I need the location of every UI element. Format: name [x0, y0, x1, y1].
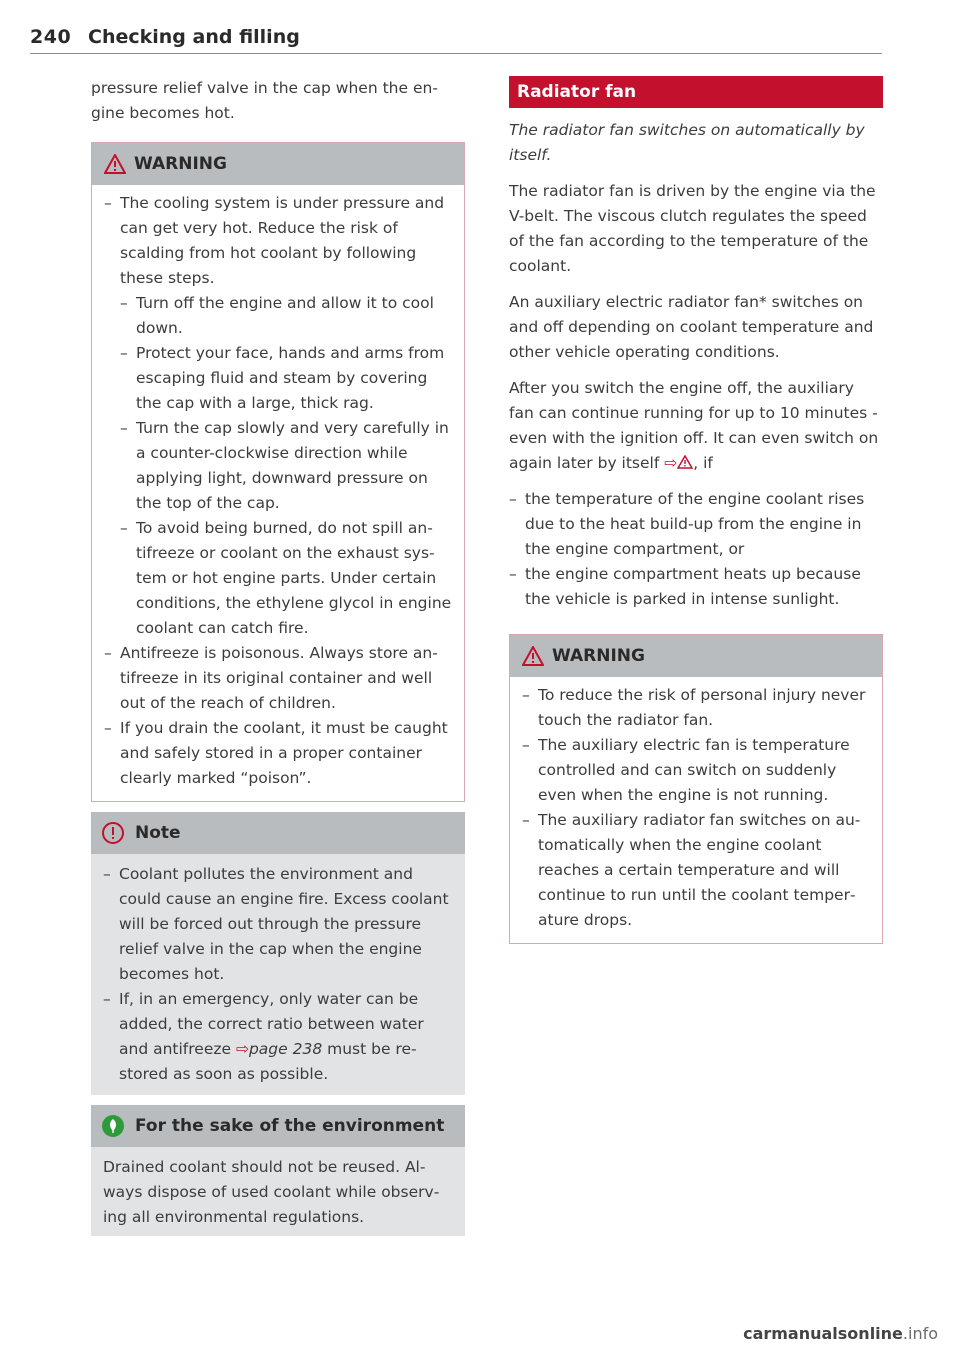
page-header: [30, 24, 882, 54]
list-item: – the engine compartment heats up because the vehicle is parked in intense sunlight.: [509, 562, 883, 612]
watermark: carmanualsonline.info: [743, 1324, 938, 1343]
paragraph: After you switch the engine off, the auxiliary fan can continue running for up to 10 minutes - even with the ignition off. It can even switch on again later by itself ⇨ , if: [509, 379, 879, 472]
reference-arrow-icon: ⇨: [664, 454, 678, 472]
paragraph: The radiator fan is driven by the engine via the V-belt. The viscous clutch regulates the speed of the fan according to the temperature of the coolant.: [509, 182, 876, 275]
note-header: [91, 812, 465, 854]
list-item: – Turn the cap slowly and very carefully in a counter-clockwise direction while applying light, downward pressure on the top of the cap.: [120, 416, 452, 516]
list-item: – The cooling system is under pressure and can get very hot. Reduce the risk of scalding from hot coolant by following these steps. – Turn off the engine and allow it to cool down. – Protect your face, hands and arms from escaping fluid and steam by covering the cap with a large, thick rag. – Turn the cap slowly and very carefully in a counter-clockwise direction while applying light, downward pressure on the top of the cap. – To avoid being burned, do not spill antifreeze or coolant on the exhaust system or hot engine parts. Under certain conditions, the ethylene glycol in engine coolant can catch fire.: [104, 191, 452, 641]
environment-box: [91, 1105, 465, 1236]
list-item: – To avoid being burned, do not spill antifreeze or coolant on the exhaust system or hot engine parts. Under certain conditions, the ethylene glycol in engine coolant can catch fire.: [120, 516, 452, 641]
warning-title: WARNING: [552, 646, 645, 666]
exclamation-circle-icon: [101, 821, 125, 845]
intro-text: The radiator fan switches on automatically by itself.: [509, 121, 865, 164]
environment-leaf-icon: [101, 1114, 125, 1138]
environment-text: Drained coolant should not be reused. Always dispose of used coolant while observing all environmental regulations.: [103, 1158, 440, 1226]
list-item: – The auxiliary electric fan is temperature controlled and can switch on suddenly even when the engine is not running.: [522, 733, 870, 808]
warning-box-fan: [509, 634, 883, 944]
list-item: – Turn off the engine and allow it to cool down.: [120, 291, 452, 341]
warning-triangle-icon: [104, 154, 126, 174]
warning-box-coolant: [91, 142, 465, 802]
right-column: [509, 76, 883, 944]
warning-header: [510, 635, 882, 677]
radiator-fan-heading: Radiator fan: [509, 76, 883, 108]
warning-reference-icon[interactable]: [677, 455, 693, 469]
note-title: Note: [135, 823, 181, 843]
warning-header: [92, 143, 464, 185]
list-item: – Protect your face, hands and arms from escaping fluid and steam by covering the cap with a large, thick rag.: [120, 341, 452, 416]
section-title: Checking and filling: [88, 26, 300, 48]
paragraph: An auxiliary electric radiator fan* switches on and off depending on coolant temperature and other vehicle operating conditions.: [509, 293, 874, 361]
page-reference-link[interactable]: page 238: [248, 1040, 323, 1058]
list-item: – The auxiliary radiator fan switches on automatically when the engine coolant reaches a certain temperature and will continue to run until the coolant temperature drops.: [522, 808, 870, 933]
list-item: – Antifreeze is poisonous. Always store antifreeze in its original container and well out of the reach of children.: [104, 641, 452, 716]
warning-triangle-icon: [522, 646, 544, 666]
list-item: – If you drain the coolant, it must be caught and safely stored in a proper container clearly marked “poison”.: [104, 716, 452, 791]
note-box: [91, 812, 465, 1095]
continuation-text: pressure relief valve in the cap when the engine becomes hot.: [91, 79, 438, 122]
list-item: – Coolant pollutes the environment and could cause an engine fire. Excess coolant will be forced out through the pressure relief valve in the cap when the engine becomes hot.: [103, 862, 453, 987]
page-number: 240: [30, 26, 72, 48]
list-item: – If, in an emergency, only water can be added, the correct ratio between water and antifreeze ⇨page 238 must be restored as soon as possible.: [103, 987, 453, 1087]
left-column: [91, 76, 465, 1236]
environment-title: For the sake of the environment: [135, 1116, 445, 1136]
list-item: – To reduce the risk of personal injury never touch the radiator fan.: [522, 683, 870, 733]
environment-header: [91, 1105, 465, 1147]
list-item: – the temperature of the engine coolant rises due to the heat build-up from the engine in the engine compartment, or: [509, 487, 883, 562]
warning-title: WARNING: [134, 154, 227, 174]
reference-arrow-icon: ⇨: [235, 1040, 249, 1058]
